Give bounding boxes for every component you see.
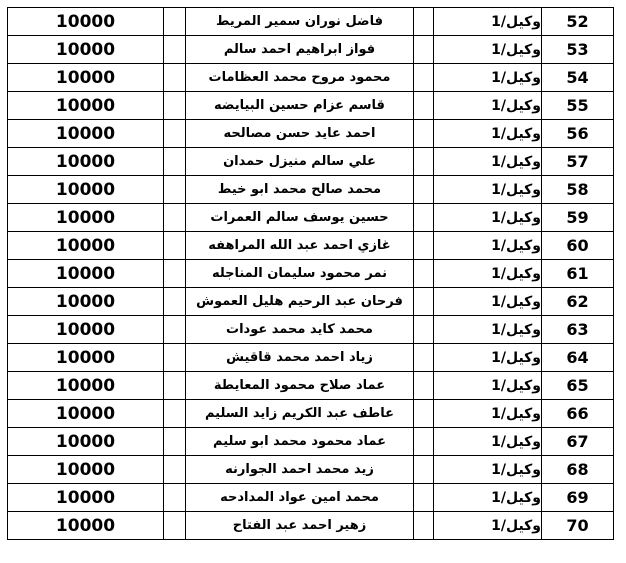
rank-cell: وكيل/1: [434, 372, 542, 400]
spacer-cell: [414, 232, 434, 260]
personnel-table: [7, 7, 614, 540]
amount-cell: 10000: [8, 36, 164, 64]
row-number-cell: 69: [542, 484, 614, 512]
row-number-cell: 56: [542, 120, 614, 148]
amount-cell: 10000: [8, 120, 164, 148]
spacer-cell: [164, 204, 186, 232]
table-row: [8, 204, 614, 232]
spacer-cell: [414, 288, 434, 316]
spacer-cell: [164, 344, 186, 372]
row-number-cell: 64: [542, 344, 614, 372]
name-cell: فواز ابراهيم احمد سالم: [186, 36, 414, 64]
spacer-cell: [414, 120, 434, 148]
table-row: [8, 372, 614, 400]
row-number-cell: 52: [542, 8, 614, 36]
spacer-cell: [414, 428, 434, 456]
spacer-cell: [414, 344, 434, 372]
spacer-cell: [164, 484, 186, 512]
spacer-cell: [414, 176, 434, 204]
amount-cell: 10000: [8, 260, 164, 288]
spacer-cell: [164, 232, 186, 260]
spacer-cell: [164, 176, 186, 204]
spacer-cell: [414, 372, 434, 400]
table-row: [8, 120, 614, 148]
spacer-cell: [414, 316, 434, 344]
spacer-cell: [414, 260, 434, 288]
rank-cell: وكيل/1: [434, 232, 542, 260]
row-number-cell: 68: [542, 456, 614, 484]
amount-cell: 10000: [8, 288, 164, 316]
rank-cell: وكيل/1: [434, 260, 542, 288]
row-number-cell: 54: [542, 64, 614, 92]
name-cell: محمد كايد محمد عودات: [186, 316, 414, 344]
row-number-cell: 65: [542, 372, 614, 400]
spacer-cell: [164, 64, 186, 92]
amount-cell: 10000: [8, 372, 164, 400]
rank-cell: وكيل/1: [434, 148, 542, 176]
name-cell: محمد صالح محمد ابو خيط: [186, 176, 414, 204]
row-number-cell: 55: [542, 92, 614, 120]
name-cell: زياد احمد محمد قاقيش: [186, 344, 414, 372]
spacer-cell: [414, 204, 434, 232]
name-cell: علي سالم منيزل حمدان: [186, 148, 414, 176]
amount-cell: 10000: [8, 316, 164, 344]
rank-cell: وكيل/1: [434, 288, 542, 316]
amount-cell: 10000: [8, 148, 164, 176]
spacer-cell: [164, 400, 186, 428]
name-cell: قاسم عزام حسين البيايضه: [186, 92, 414, 120]
row-number-cell: 59: [542, 204, 614, 232]
name-cell: عماد محمود محمد ابو سليم: [186, 428, 414, 456]
row-number-cell: 58: [542, 176, 614, 204]
spacer-cell: [414, 512, 434, 540]
row-number-cell: 67: [542, 428, 614, 456]
rank-cell: وكيل/1: [434, 484, 542, 512]
name-cell: فاضل نوران سمير المريط: [186, 8, 414, 36]
spacer-cell: [164, 36, 186, 64]
table-row: [8, 64, 614, 92]
name-cell: احمد عايد حسن مصالحه: [186, 120, 414, 148]
rank-cell: وكيل/1: [434, 428, 542, 456]
table-row: [8, 8, 614, 36]
table-row: [8, 148, 614, 176]
table-row: [8, 512, 614, 540]
row-number-cell: 66: [542, 400, 614, 428]
amount-cell: 10000: [8, 456, 164, 484]
spacer-cell: [414, 456, 434, 484]
table-row: [8, 232, 614, 260]
rank-cell: وكيل/1: [434, 456, 542, 484]
table-row: [8, 288, 614, 316]
row-number-cell: 57: [542, 148, 614, 176]
rank-cell: وكيل/1: [434, 8, 542, 36]
amount-cell: 10000: [8, 484, 164, 512]
row-number-cell: 70: [542, 512, 614, 540]
table-row: [8, 344, 614, 372]
rank-cell: وكيل/1: [434, 120, 542, 148]
table-row: [8, 260, 614, 288]
name-cell: عاطف عبد الكريم زايد السليم: [186, 400, 414, 428]
table-row: [8, 400, 614, 428]
row-number-cell: 62: [542, 288, 614, 316]
spacer-cell: [414, 92, 434, 120]
amount-cell: 10000: [8, 176, 164, 204]
table-body: [8, 8, 614, 540]
amount-cell: 10000: [8, 204, 164, 232]
name-cell: غازي احمد عبد الله المراهفه: [186, 232, 414, 260]
rank-cell: وكيل/1: [434, 512, 542, 540]
amount-cell: 10000: [8, 512, 164, 540]
table-row: [8, 428, 614, 456]
table-row: [8, 92, 614, 120]
name-cell: محمود مروح محمد العظامات: [186, 64, 414, 92]
spacer-cell: [164, 512, 186, 540]
spacer-cell: [414, 400, 434, 428]
name-cell: فرحان عبد الرحيم هليل العموش: [186, 288, 414, 316]
amount-cell: 10000: [8, 428, 164, 456]
spacer-cell: [164, 288, 186, 316]
amount-cell: 10000: [8, 8, 164, 36]
name-cell: زيد محمد احمد الجوارنه: [186, 456, 414, 484]
row-number-cell: 53: [542, 36, 614, 64]
spacer-cell: [414, 64, 434, 92]
spacer-cell: [164, 428, 186, 456]
row-number-cell: 63: [542, 316, 614, 344]
rank-cell: وكيل/1: [434, 92, 542, 120]
table-row: [8, 484, 614, 512]
table-row: [8, 316, 614, 344]
spacer-cell: [164, 372, 186, 400]
rank-cell: وكيل/1: [434, 316, 542, 344]
name-cell: حسين يوسف سالم العمرات: [186, 204, 414, 232]
spacer-cell: [164, 8, 186, 36]
amount-cell: 10000: [8, 344, 164, 372]
spacer-cell: [414, 36, 434, 64]
amount-cell: 10000: [8, 400, 164, 428]
spacer-cell: [414, 148, 434, 176]
spacer-cell: [164, 456, 186, 484]
spacer-cell: [164, 92, 186, 120]
spacer-cell: [164, 120, 186, 148]
spacer-cell: [414, 8, 434, 36]
rank-cell: وكيل/1: [434, 64, 542, 92]
rank-cell: وكيل/1: [434, 204, 542, 232]
amount-cell: 10000: [8, 92, 164, 120]
name-cell: عماد صلاح محمود المعايطة: [186, 372, 414, 400]
table-row: [8, 176, 614, 204]
rank-cell: وكيل/1: [434, 400, 542, 428]
spacer-cell: [414, 484, 434, 512]
table-row: [8, 456, 614, 484]
spacer-cell: [164, 260, 186, 288]
name-cell: زهير احمد عبد الفتاح: [186, 512, 414, 540]
rank-cell: وكيل/1: [434, 36, 542, 64]
name-cell: نمر محمود سليمان المناجله: [186, 260, 414, 288]
spacer-cell: [164, 316, 186, 344]
row-number-cell: 61: [542, 260, 614, 288]
row-number-cell: 60: [542, 232, 614, 260]
table-row: [8, 36, 614, 64]
name-cell: محمد امين عواد المدادحه: [186, 484, 414, 512]
amount-cell: 10000: [8, 64, 164, 92]
rank-cell: وكيل/1: [434, 176, 542, 204]
amount-cell: 10000: [8, 232, 164, 260]
spacer-cell: [164, 148, 186, 176]
rank-cell: وكيل/1: [434, 344, 542, 372]
